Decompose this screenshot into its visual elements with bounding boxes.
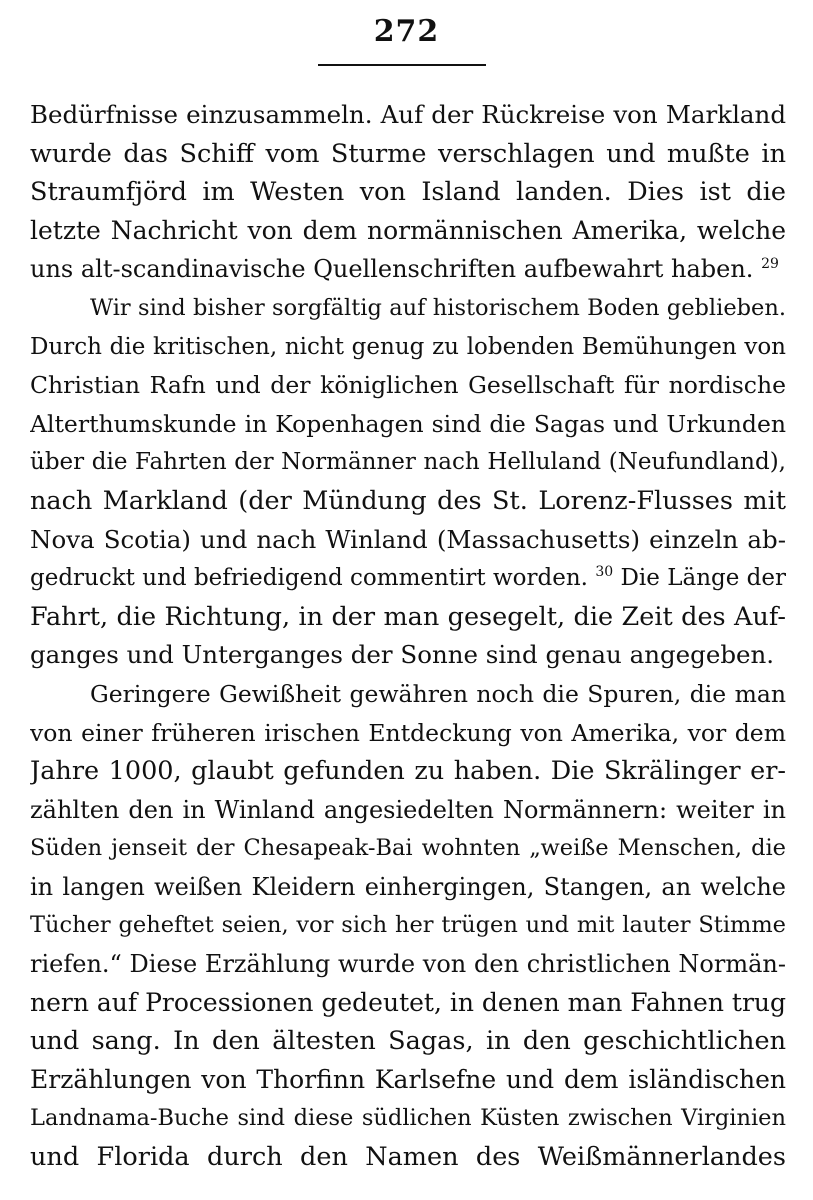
text-line-content: Tücher geheftet seien, vor sich her trügen und mit lauter Stimme: [30, 912, 786, 939]
text-line: [30, 366, 786, 405]
text-line-content: Fahrt, die Richtung, in der man gesegelt, die Zeit des Auf-: [30, 601, 786, 632]
text-line: [30, 714, 786, 753]
footnote-marker: 29: [761, 256, 779, 273]
text-line: [30, 559, 786, 598]
text-line-content: und Florida durch den Namen des Weißmännerlandes: [30, 1142, 786, 1173]
text-line: [30, 173, 786, 212]
text-line-content: Alterthumskunde in Kopenhagen sind die Sagas und Urkunden: [30, 409, 786, 438]
text-line-content: Süden jenseit der Chesapeak-Bai wohnten „weiße Menschen, die: [30, 835, 786, 862]
text-line: [30, 443, 786, 482]
text-line: [30, 328, 786, 367]
text-line: [30, 482, 786, 521]
text-line-content: Nova Scotia) und nach Winland (Massachusetts) einzeln ab-: [30, 524, 786, 554]
text-line-content: Erzählungen von Thorfinn Karlsefne und dem isländischen: [30, 1064, 786, 1094]
text-line-content: von einer früheren irischen Entdeckung von Amerika, vor dem: [30, 718, 786, 747]
text-line-content: ganges und Unterganges der Sonne sind genau angegeben.: [30, 640, 775, 670]
text-line: [30, 906, 786, 945]
text-line: [30, 250, 786, 289]
text-line: [30, 636, 786, 675]
text-line: [30, 96, 786, 135]
text-line-content: nern auf Processionen gedeutet, in denen man Fahnen trug: [30, 987, 786, 1017]
text-line-content: wurde das Schiff vom Sturme verschlagen und mußte in: [30, 138, 786, 169]
text-line-content: nach Markland (der Mündung des St. Lorenz-Flusses mit: [30, 485, 786, 516]
text-line: [30, 405, 786, 444]
text-line-content: Straumfjörd im Westen von Island landen. Dies ist die: [30, 177, 786, 208]
text-line-continuation: Die Länge der: [613, 565, 786, 592]
text-line-content: zählten den in Winland angesiedelten Normännern: weiter in: [30, 795, 786, 824]
text-line: [30, 945, 786, 984]
text-line-content: über die Fahrten der Normänner nach Helluland (Neufundland),: [30, 449, 786, 476]
text-line-content: Wir sind bisher sorgfältig auf historischem Boden geblieben.: [90, 294, 786, 321]
text-line-content: riefen.“ Diese Erzählung wurde von den christlichen Normän-: [30, 950, 786, 979]
text-line-content: gedruckt und befriedigend commentirt worden.: [30, 565, 588, 592]
header-rule: [318, 64, 486, 66]
text-line-content: Geringere Gewißheit gewähren noch die Spuren, die man: [90, 679, 786, 708]
text-line: [30, 135, 786, 174]
text-line: [30, 1022, 786, 1061]
text-line-content: Durch die kritischen, nicht genug zu lobenden Bemühungen von: [30, 333, 786, 360]
text-line: [30, 521, 786, 560]
text-line: [30, 598, 786, 637]
text-line: [30, 1099, 786, 1138]
text-line-content: uns alt-scandinavische Quellenschriften aufbewahrt haben.: [30, 255, 754, 284]
text-line-content: Landnama-Buche sind diese südlichen Küsten zwischen Virginien: [30, 1105, 786, 1132]
page-number: 272: [373, 14, 440, 49]
text-line: [30, 868, 786, 907]
text-line: [30, 829, 786, 868]
text-line: [30, 984, 786, 1023]
text-line: [30, 791, 786, 830]
text-line-content: Christian Rafn und der königlichen Gesellschaft für nordische: [30, 371, 786, 400]
footnote-marker: 30: [595, 564, 614, 581]
text-line: [30, 752, 786, 791]
text-line-content: in langen weißen Kleidern einhergingen, Stangen, an welche: [30, 872, 786, 901]
text-line-content: Jahre 1000, glaubt gefunden zu haben. Die Skrälinger er-: [30, 756, 786, 787]
text-line: [30, 212, 786, 251]
text-line-content: Bedürfnisse einzusammeln. Auf der Rückreise von Markland: [30, 100, 786, 129]
text-line: [30, 675, 786, 714]
body-text: [30, 96, 786, 1177]
text-line: [30, 289, 786, 328]
text-line: [30, 1061, 786, 1100]
text-line-content: letzte Nachricht von dem normännischen Amerika, welche: [30, 215, 786, 245]
text-line: [30, 1138, 786, 1177]
text-line-content: und sang. In den ältesten Sagas, in den geschichtlichen: [30, 1026, 786, 1057]
